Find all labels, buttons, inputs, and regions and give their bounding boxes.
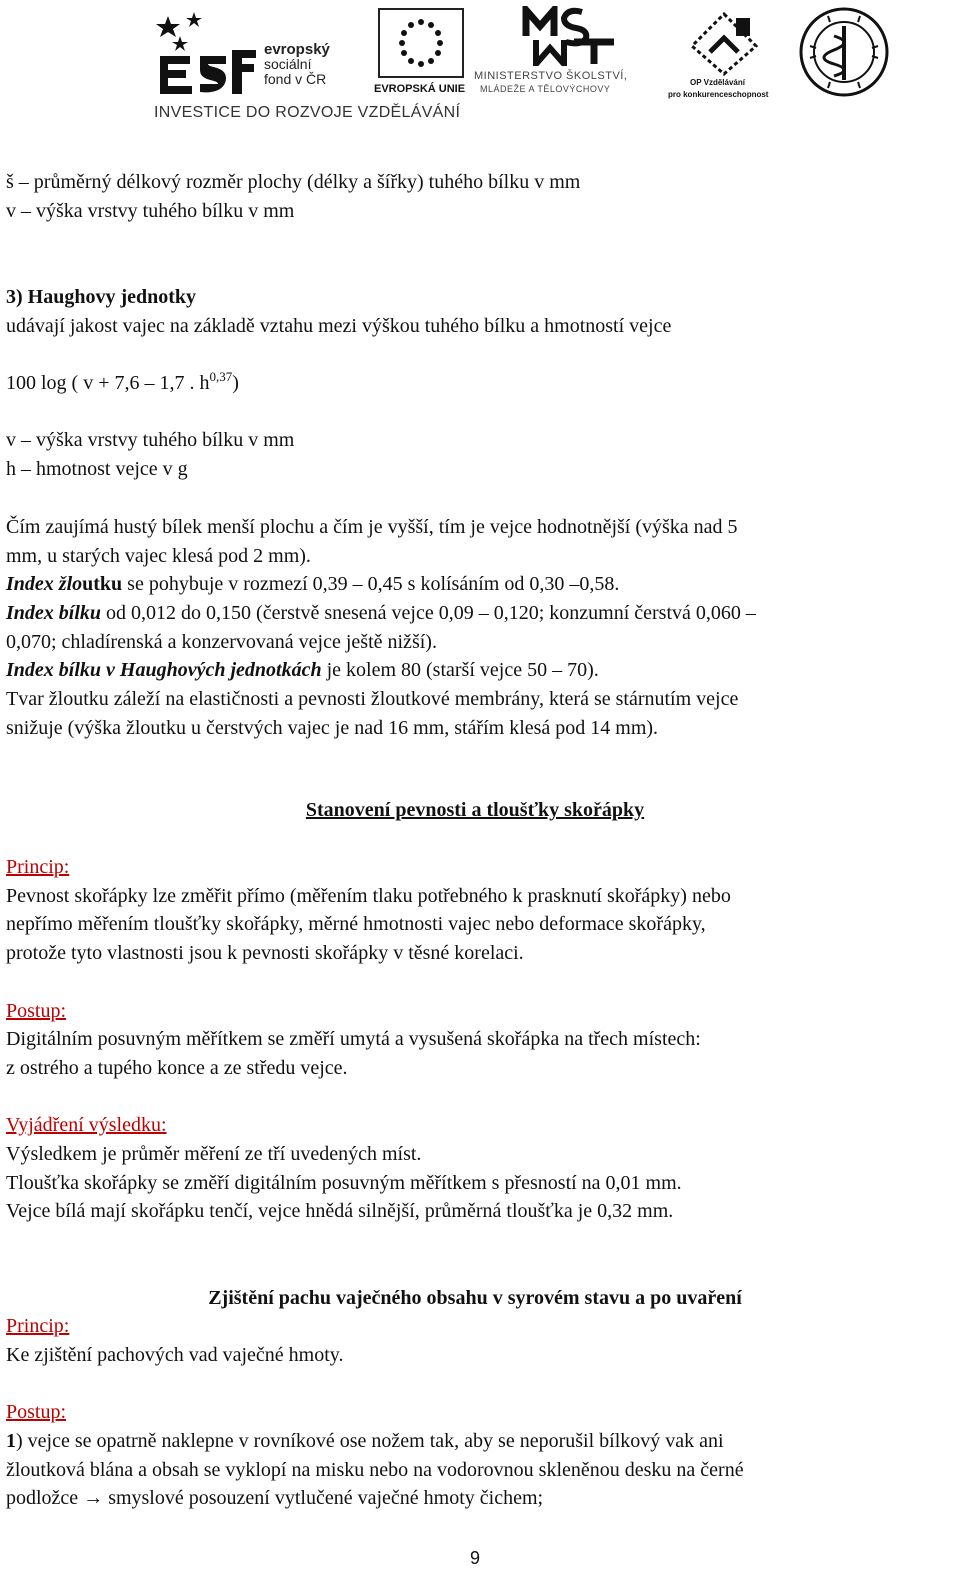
- text-line: snižuje (výška žloutku u čerstvých vajec je nad 16 mm, stářím klesá pod 14 mm).: [6, 717, 659, 739]
- text-line: Čím zaujímá hustý bílek menší plochu a čím je vyšší, tím je vejce hodnotnější (výška nad 5: [6, 516, 738, 538]
- op-vk-mark-icon: [690, 12, 758, 76]
- haugh-formula: [6, 371, 239, 395]
- text-line: z ostrého a tupého konce a ze středu vejce.: [6, 1057, 348, 1079]
- formula-close: ): [232, 372, 239, 394]
- formula-main: 100 log ( v + 7,6 – 1,7 . h: [6, 372, 210, 394]
- esf-line-2: sociální: [264, 56, 312, 72]
- op-line-1: OP Vzdělávání: [690, 78, 745, 87]
- index-yolk-text: se pohybuje v rozmezí 0,39 – 0,45 s kolísáním od 0,30 –0,58.: [122, 573, 620, 595]
- text-line: protože tyto vlastnosti jsou k pevnosti skořápky v těsné korelaci.: [6, 942, 524, 964]
- text-line: udávají jakost vajec na základě vztahu mezi výškou tuhého bílku a hmotností vejce: [6, 315, 672, 337]
- label-vyjadreni-vysledku: Vyjádření výsledku:: [6, 1114, 167, 1136]
- index-yolk-term: Index žlo: [6, 573, 83, 595]
- text-line: Pevnost skořápky lze změřit přímo (měřením tlaku potřebného k prasknutí skořápky) nebo: [6, 885, 731, 907]
- label-princip: Princip:: [6, 856, 70, 878]
- university-seal-logo: [798, 6, 890, 98]
- text-line: Tvar žloutku záleží na elastičnosti a pevnosti žloutkové membrány, která se stárnutím vejce: [6, 688, 739, 710]
- eu-logo: [374, 8, 474, 100]
- eu-caption: EVROPSKÁ UNIE: [374, 83, 466, 95]
- text-line: Tloušťka skořápky se změří digitálním posuvným měřítkem s přesností na 0,01 mm.: [6, 1172, 682, 1194]
- eu-flag-icon: [378, 8, 464, 78]
- step-number: 1: [6, 1430, 16, 1452]
- op-line-2: pro konkurenceschopnost: [668, 90, 769, 99]
- procedure-step-1: [6, 1429, 724, 1453]
- text-line: v – výška vrstvy tuhého bílku v mm: [6, 429, 295, 451]
- esf-text: [264, 42, 330, 87]
- esf-mark-icon: [154, 10, 262, 94]
- text-line: žloutková blána a obsah se vyklopí na misku nebo na vodorovnou skleněnou desku na černé: [6, 1459, 744, 1481]
- section-heading-haugh: 3) Haughovy jednotky: [6, 286, 197, 308]
- page-number: 9: [469, 1548, 480, 1568]
- msmt-logo: [474, 6, 654, 102]
- index-yolk-line: [6, 572, 619, 596]
- index-yolk-term-end: utku: [82, 573, 123, 595]
- section-title-odour: Zjištění pachu vaječného obsahu v syrovém stavu a po uvaření: [208, 1287, 742, 1309]
- text-line: Vejce bílá mají skořápku tenčí, vejce hnědá silnější, průměrná tloušťka je 0,32 mm.: [6, 1200, 674, 1222]
- msmt-line-1: MINISTERSTVO ŠKOLSTVÍ,: [474, 70, 628, 82]
- esf-line-3: fond v ČR: [264, 71, 327, 87]
- text-line: Výsledkem je průměr měření ze tří uvedených míst.: [6, 1143, 422, 1165]
- text-line: š – průměrný délkový rozměr plochy (délky a šířky) tuhého bílku v mm: [6, 171, 581, 193]
- index-albumen-term: Index bílku: [6, 602, 102, 624]
- formula-exponent: 0,37: [209, 369, 233, 384]
- index-albumen-line: [6, 601, 756, 625]
- index-haugh-text: je kolem 80 (starší vejce 50 – 70).: [321, 659, 599, 681]
- university-seal-icon: [798, 6, 890, 98]
- index-albumen-text: od 0,012 do 0,150 (čerstvě snesená vejce 0,09 – 0,120; konzumní čerstvá 0,060 –: [101, 602, 756, 624]
- section-title-shell: Stanovení pevnosti a tloušťky skořápky: [305, 799, 645, 821]
- index-haugh-line: [6, 658, 599, 682]
- text-line: podložce → smyslové posouzení vytlučené vaječné hmoty čichem;: [6, 1487, 544, 1509]
- msmt-mark-icon: [522, 6, 622, 66]
- label-postup: Postup:: [6, 1401, 67, 1423]
- step-text: ) vejce se opatrně naklepne v rovníkové ose nožem tak, aby se neporušil bílkový vak ani: [16, 1430, 724, 1452]
- msmt-line-2: MLÁDEŽE A TĚLOVÝCHOVY: [480, 84, 611, 94]
- index-haugh-term: Index bílku v Haughových jednotkách: [6, 659, 322, 681]
- label-postup: Postup:: [6, 1000, 67, 1022]
- text-line: Digitálním posuvným měřítkem se změří umytá a vysušená skořápka na třech místech:: [6, 1028, 701, 1050]
- header-tagline: INVESTICE DO ROZVOJE VZDĚLÁVÁNÍ: [154, 104, 461, 121]
- esf-line-1: evropský: [264, 41, 330, 58]
- op-vzdelavani-logo: [666, 12, 796, 104]
- label-princip: Princip:: [6, 1315, 70, 1337]
- text-line: v – výška vrstvy tuhého bílku v mm: [6, 200, 295, 222]
- text-line: nepřímo měřením tloušťky skořápky, měrné hmotnosti vajec nebo deformace skořápky,: [6, 913, 706, 935]
- text-line: mm, u starých vajec klesá pod 2 mm).: [6, 545, 311, 567]
- text-line: 0,070; chladírenská a konzervovaná vejce ještě nižší).: [6, 631, 437, 653]
- text-line: h – hmotnost vejce v g: [6, 458, 188, 480]
- text-line: Ke zjištění pachových vad vaječné hmoty.: [6, 1344, 344, 1366]
- esf-logo: [150, 6, 355, 98]
